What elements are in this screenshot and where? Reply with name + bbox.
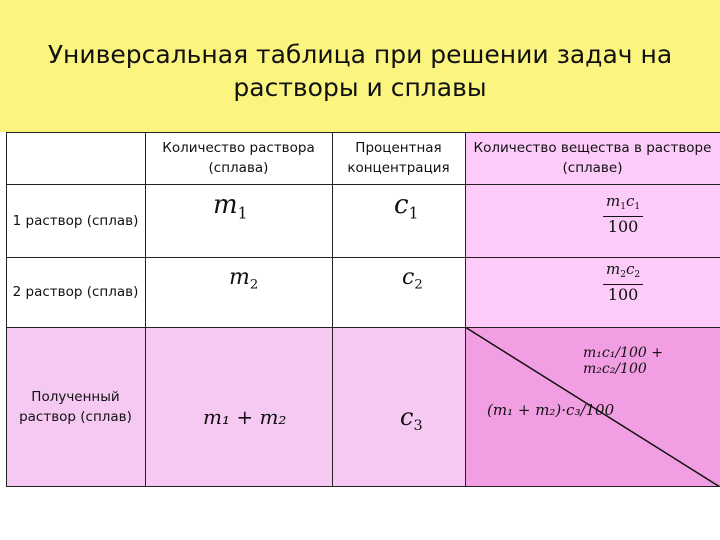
row3-amount: m₁ + m₂ bbox=[145, 327, 332, 487]
grid-line bbox=[6, 327, 720, 328]
substance-sum: m₁c₁/100 + m₂c₂/100 bbox=[583, 345, 663, 377]
header-amount: Количество раствора (сплава) bbox=[145, 132, 332, 184]
grid-line bbox=[6, 132, 720, 133]
grid-line bbox=[6, 184, 720, 185]
row-label-1: 1 раствор (сплав) bbox=[6, 184, 145, 257]
row1-concentration: $c_1$ bbox=[332, 184, 465, 257]
header-concentration: Процентная концентрация bbox=[332, 132, 465, 184]
header-substance: Количество вещества в растворе (сплаве) bbox=[465, 132, 720, 184]
row1-substance: $\frac{m_1c_1}{100}$ bbox=[465, 184, 720, 257]
row2-substance: $\frac{m_2c_2}{100}$ bbox=[465, 257, 720, 327]
grid-line bbox=[6, 257, 720, 258]
corner-cell bbox=[6, 132, 145, 184]
row3-substance bbox=[465, 327, 720, 487]
grid-line bbox=[145, 132, 146, 487]
substance-total: (m₁ + m₂)·c₃/100 bbox=[487, 401, 615, 419]
row1-amount: $m_1$ bbox=[145, 184, 332, 257]
row2-concentration: $c_2$ bbox=[332, 257, 465, 327]
grid-line bbox=[465, 132, 466, 487]
grid-line bbox=[332, 132, 333, 487]
row3-concentration: $c_3$ bbox=[332, 327, 465, 487]
row-label-2: 2 раствор (сплав) bbox=[6, 257, 145, 327]
grid-line bbox=[6, 486, 720, 487]
grid-line bbox=[6, 132, 7, 487]
page-title: Универсальная таблица при решении задач на растворы и сплавы bbox=[47, 40, 673, 102]
row2-amount: $m_2$ bbox=[145, 257, 332, 327]
solutions-table bbox=[6, 132, 720, 487]
row-label-3: Полученный раствор (сплав) bbox=[6, 327, 145, 487]
